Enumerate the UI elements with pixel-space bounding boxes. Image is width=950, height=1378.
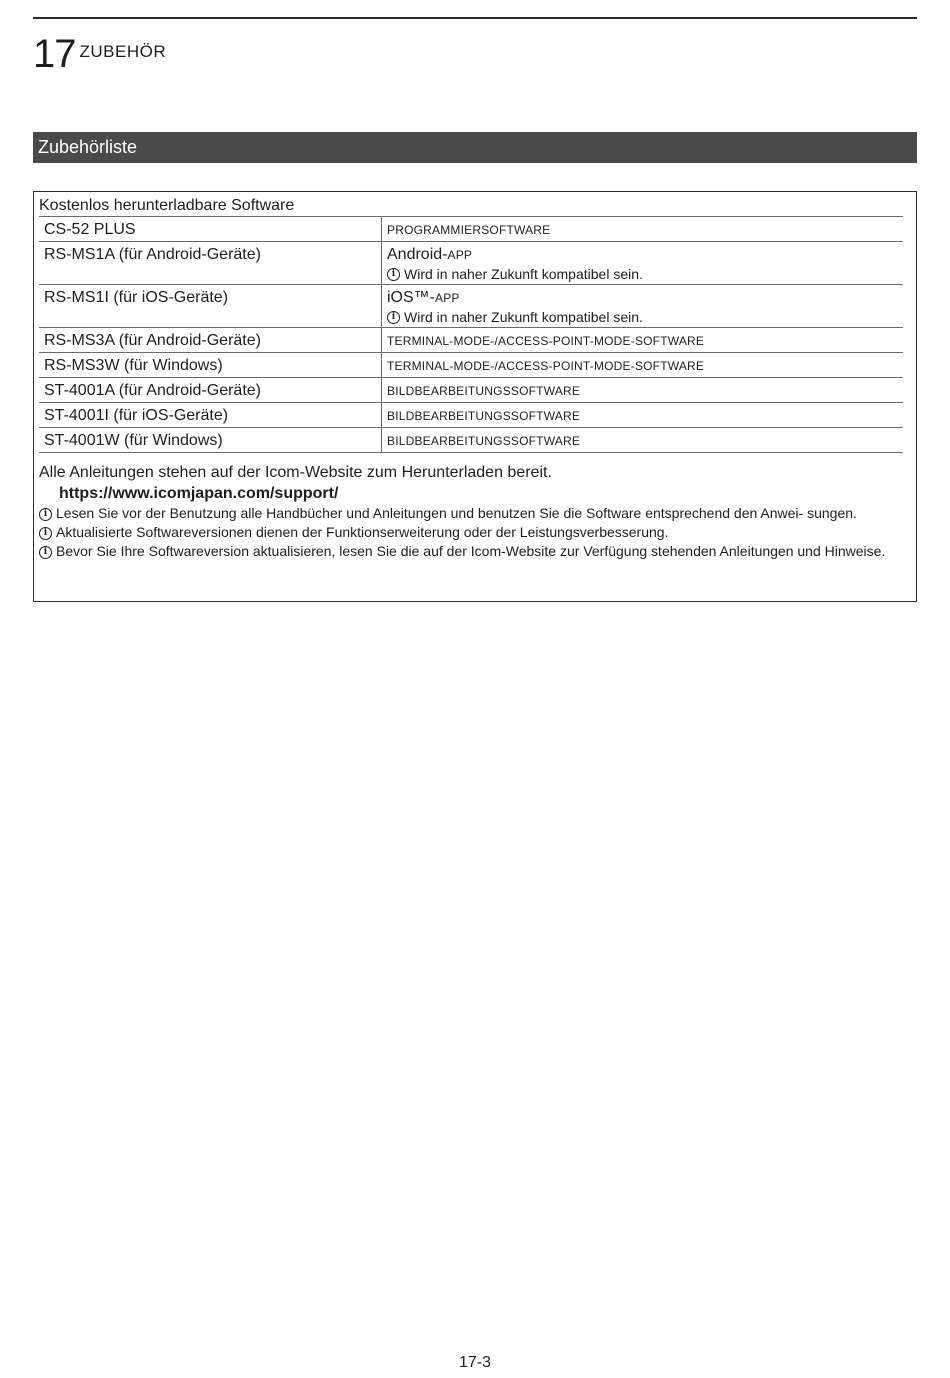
support-url-link[interactable]: https://www.icomjapan.com/support/ xyxy=(59,485,339,502)
download-info xyxy=(39,462,911,561)
software-name: ST-4001W (für Windows) xyxy=(39,428,382,452)
info-circle-icon: i xyxy=(39,508,52,521)
software-table xyxy=(39,216,903,453)
software-description: BILDBEARBEITUNGSSOFTWARE xyxy=(387,434,581,448)
software-description: BILDBEARBEITUNGSSOFTWARE xyxy=(387,384,581,398)
software-box-title: Kostenlos herunterladbare Software xyxy=(39,197,295,214)
software-description: TERMINAL-MODE-/ACCESS-POINT-MODE-SOFTWARE xyxy=(387,359,705,373)
download-info-text: Alle Anleitungen stehen auf der Icom-Website zum Herunterladen bereit. xyxy=(39,464,552,481)
info-circle-icon: i xyxy=(387,311,400,324)
software-description: TERMINAL-MODE-/ACCESS-POINT-MODE-SOFTWARE xyxy=(387,334,705,348)
table-row xyxy=(39,402,903,427)
section-title-bar xyxy=(33,132,917,163)
info-circle-icon: i xyxy=(387,268,400,281)
software-name: RS-MS3A (für Android-Geräte) xyxy=(39,328,382,352)
table-row xyxy=(39,216,903,241)
software-description: BILDBEARBEITUNGSSOFTWARE xyxy=(387,409,581,423)
chapter-heading xyxy=(33,30,166,78)
software-description: iOS™-APP i Wird in naher Zukunft kompatibel sein. xyxy=(382,285,903,327)
info-circle-icon: i xyxy=(39,546,52,559)
software-name: RS-MS1A (für Android-Geräte) xyxy=(39,242,382,284)
table-row xyxy=(39,241,903,284)
info-circle-icon: i xyxy=(39,527,52,540)
software-name: RS-MS1I (für iOS-Geräte) xyxy=(39,285,382,327)
software-name: RS-MS3W (für Windows) xyxy=(39,353,382,377)
software-name: CS-52 PLUS xyxy=(39,217,382,241)
table-row xyxy=(39,352,903,377)
table-row xyxy=(39,284,903,327)
table-row xyxy=(39,427,903,453)
page-number: 17-3 xyxy=(458,1354,492,1371)
note-item: i Lesen Sie vor der Benutzung alle Handbücher und Anleitungen und benutzen Sie die Software entsprechend den Anwei- sungen. xyxy=(39,504,911,523)
note-item: i Bevor Sie Ihre Softwareversion aktualisieren, lesen Sie die auf der Icom-Website zur Verfügung stehenden Anleitungen und Hinweise. xyxy=(39,542,911,561)
section-title: Zubehörliste xyxy=(38,137,138,157)
table-row xyxy=(39,377,903,402)
compatibility-note: i Wird in naher Zukunft kompatibel sein. xyxy=(387,308,903,326)
software-box xyxy=(33,191,917,602)
compatibility-note: i Wird in naher Zukunft kompatibel sein. xyxy=(387,265,903,283)
note-item: i Aktualisierte Softwareversionen dienen der Funktionserweiterung oder der Leistungsverbesserung. xyxy=(39,523,911,542)
software-name: ST-4001A (für Android-Geräte) xyxy=(39,378,382,402)
chapter-number: 17 xyxy=(33,32,76,76)
software-name: ST-4001I (für iOS-Geräte) xyxy=(39,403,382,427)
software-description: PROGRAMMIERSOFTWARE xyxy=(387,223,551,237)
top-rule xyxy=(33,17,917,19)
table-row xyxy=(39,327,903,352)
chapter-title: ZUBEHÖR xyxy=(79,42,167,61)
software-description: Android-APP i Wird in naher Zukunft kompatibel sein. xyxy=(382,242,903,284)
